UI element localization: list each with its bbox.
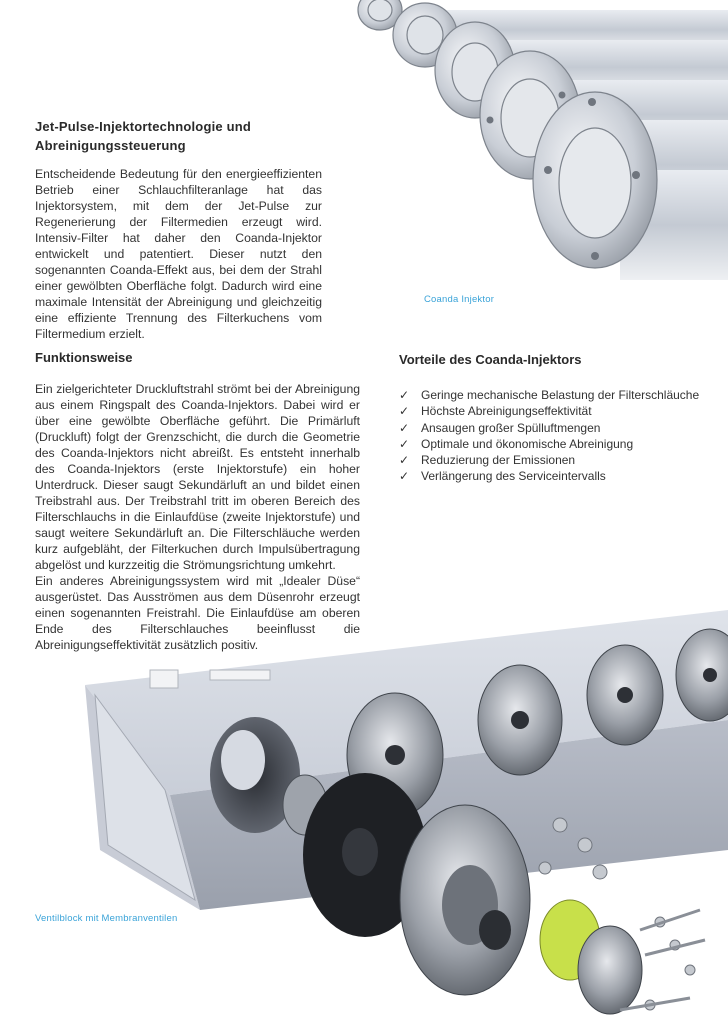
section-heading-jet-pulse: Jet-Pulse-Injektortechnologie und Abreinigungssteuerung [35, 119, 252, 153]
advantage-text: Verlängerung des Serviceintervalls [421, 469, 606, 484]
section-heading-funktionsweise: Funktionsweise [35, 350, 133, 365]
caption-coanda-injector: Coanda Injektor [424, 294, 495, 305]
advantages-heading: Vorteile des Coanda-Injektors [399, 352, 582, 367]
advantage-text: Ansaugen großer Spülluftmengen [421, 420, 601, 435]
advantage-text: Geringe mechanische Belastung der Filterschläuche [421, 388, 700, 402]
check-icon: ✓ [399, 420, 410, 435]
valve-block-image [0, 610, 728, 1030]
check-icon: ✓ [399, 469, 410, 484]
advantages-list [399, 387, 699, 485]
list-item [399, 387, 699, 403]
advantage-text: Optimale und ökonomische Abreinigung [421, 436, 634, 451]
section-body-jet-pulse: Entscheidende Bedeutung für den energieeffizienten Betrieb einer Schlauchfilteranlage hat das Injektorsystem, mit dem der Jet-Pulse zur Regenerierung der Filtermedien erzeugt wird. Intensiv-Filter hat daher den Coanda-Injektor entwickelt und patentiert. Dieser nutzt den sogenannten Coanda-Effekt aus, bei dem der Strahl einer gewölbten Oberfläche folgt. Dadurch wird eine maximale Intensität der Abreinigung und gleichzeitig eine effiziente Trennung des Filterkuchens vom Filtermedium erzielt. [35, 167, 322, 341]
list-item [399, 452, 699, 468]
check-icon: ✓ [399, 388, 410, 402]
funktionsweise-paragraph-1: Ein zielgerichteter Druckluftstrahl strömt bei der Abreinigung aus einem Ringspalt des Coanda-Injektors. Dabei wird er über eine gewölbte Oberfläche geführt. Die Primärluft (Druckluft) folgt der Grenzschicht, die durch die Geometrie des Coanda-Injektors nicht abreißt. Es entsteht innerhalb des Coanda-Injektors (erste Injektorstufe) ein hoher Unterdruck. Dieser saugt Sekundärluft an und bildet einen Treibstrahl aus. Der Treibstrahl tritt im oberen Bereich des Filterschlauchs in die Einlaufdüse (zweite Injektorstufe) und saugt weitere Sekundärluft an. Die Filterschläuche werden kurz aufgebläht, der Filterkuchen durch Impulsübertragung abgelöst und kurzzeitig die Strömungsrichtung umkehrt. [35, 382, 360, 572]
check-icon: ✓ [399, 436, 410, 451]
advantage-text: Höchste Abreinigungseffektivität [421, 404, 592, 419]
coanda-injector-image [330, 0, 728, 320]
list-item [399, 403, 699, 419]
check-icon: ✓ [399, 453, 410, 468]
caption-valve-block: Ventilblock mit Membranventilen [35, 913, 178, 924]
advantage-text: Reduzierung der Emissionen [421, 453, 576, 468]
list-item [399, 468, 699, 484]
check-icon: ✓ [399, 404, 410, 419]
list-item [399, 436, 699, 452]
funktionsweise-paragraph-2: Ein anderes Abreinigungssystem wird mit „Idealer Düse“ ausgerüstet. Das Ausströmen aus dem Düsenrohr erzeugt einen sogenannten Freistrahl. Die Einlaufdüse am oberen Ende des Filterschlauches beeinflusst die Abreinigungseffektivität zusätzlich positiv. [35, 574, 360, 652]
list-item [399, 420, 699, 436]
